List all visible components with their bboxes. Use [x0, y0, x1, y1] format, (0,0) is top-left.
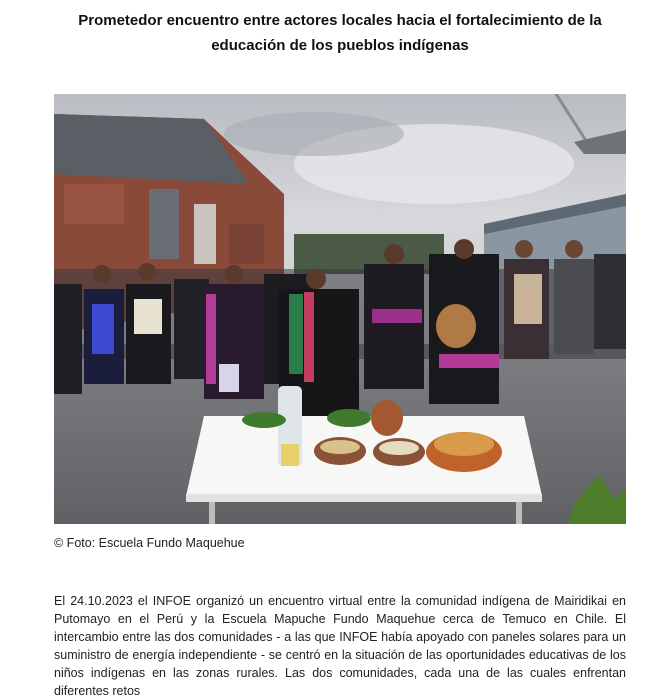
clay-jug — [371, 400, 403, 436]
basket — [436, 304, 476, 348]
ceremony-photo-illustration — [54, 94, 626, 524]
article-photo — [54, 94, 626, 524]
article-body: El 24.10.2023 el INFOE organizó un encuentro virtual entre la comunidad indígena de Mairidikai en Putomayo en el Perú y la Escuela Mapuche Fundo Maquehue cerca de Temuco en Chile. El intercambio entre las dos comunidades - a las que INFOE había apoyado con paneles solares para un suministro de energía independiente - se centró en la situación de las oportunidades educativas de los niños indígenas en las zonas rurales. Las dos comunidades, cada una de las cuales enfrentan diferentes retos — [54, 594, 626, 698]
photo-caption: © Foto: Escuela Fundo Maquehue — [54, 536, 245, 550]
article-title: Prometedor encuentro entre actores locales hacia el fortalecimiento de la educación de los pueblos indígenas — [78, 12, 602, 54]
